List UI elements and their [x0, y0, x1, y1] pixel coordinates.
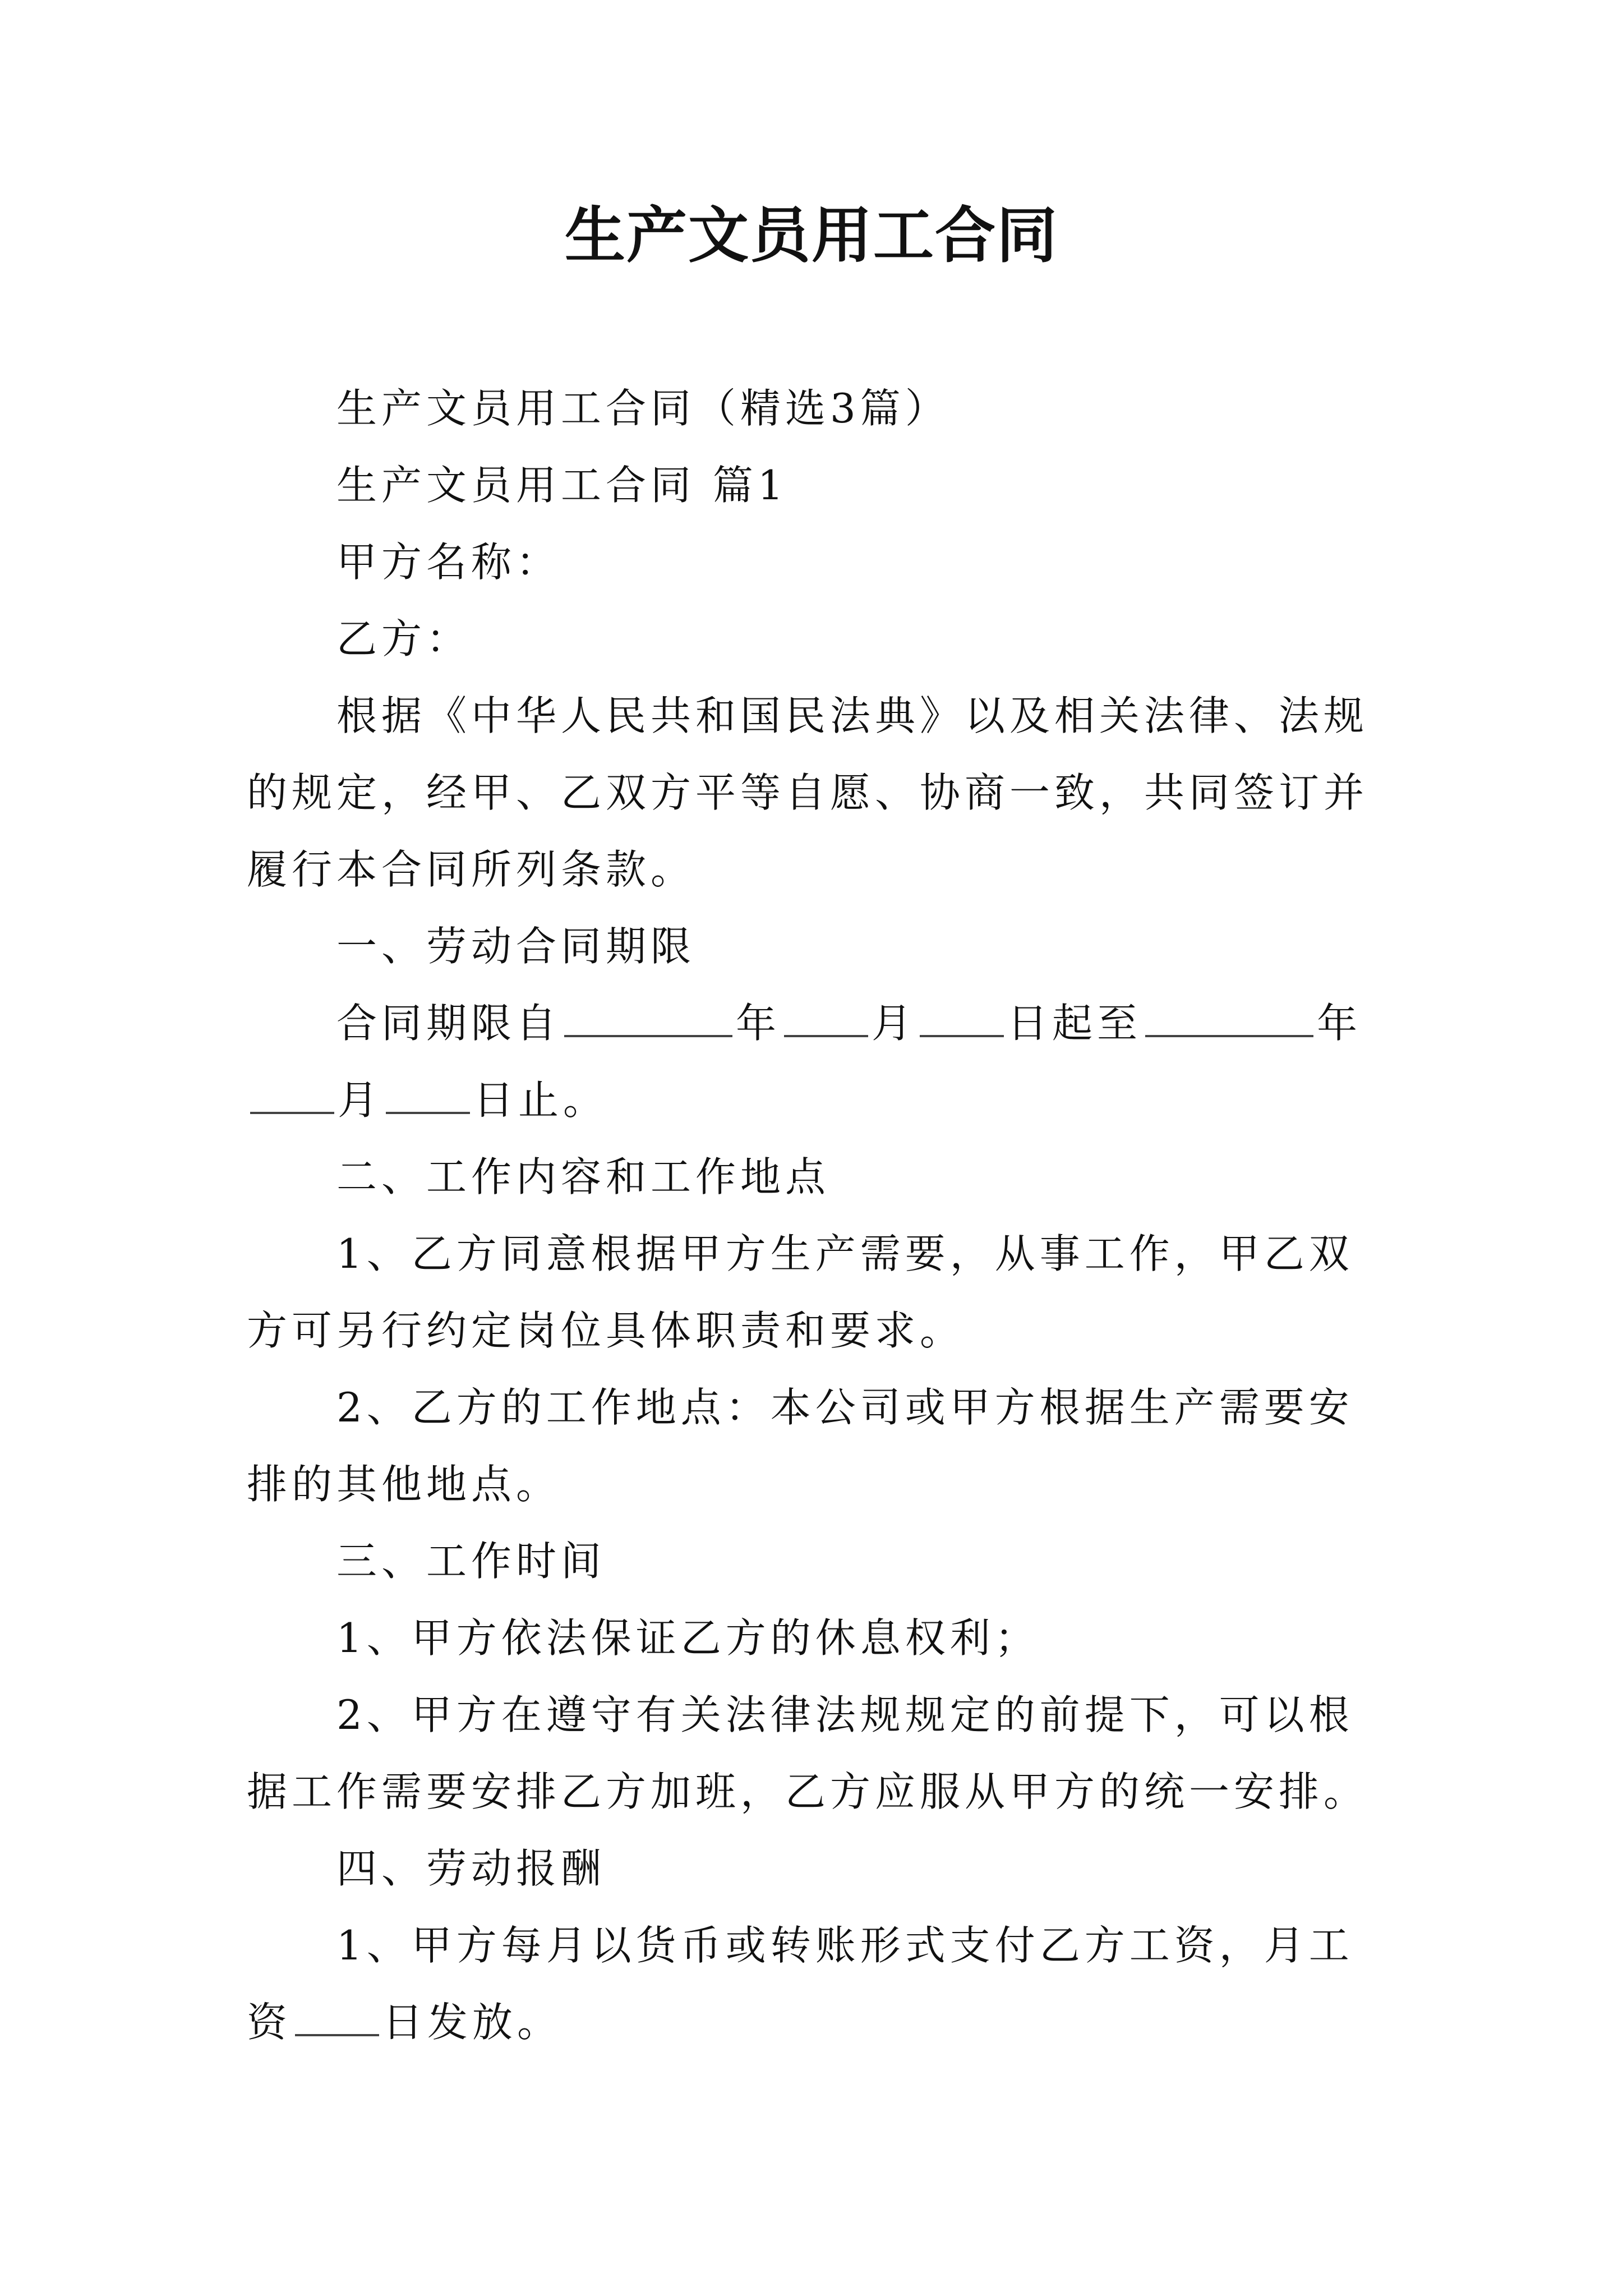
blank-start-day: [920, 992, 1004, 1037]
term-text-until: 日起至: [1007, 1000, 1142, 1047]
paragraph-remuneration-1: [247, 1907, 1391, 2061]
document-title: 生产文员用工合同: [564, 200, 1058, 271]
blank-end-year: [1145, 992, 1313, 1037]
term-text-start: 合同期限自: [336, 1000, 561, 1047]
blank-end-day: [386, 1069, 470, 1114]
paragraph-contract-term: [247, 985, 1391, 1139]
term-text-end: 日止。: [473, 1076, 608, 1124]
paragraph-work-content-1: 1、乙方同意根据甲方生产需要，从事工作，甲乙双方可另行约定岗位具体职责和要求。: [247, 1230, 1354, 1354]
remuneration-text-end: 日发放。: [382, 1999, 562, 2046]
paragraph-section-title: 生产文员用工合同 篇1: [336, 462, 788, 509]
remuneration-text: 1、甲方每月以货币或转账形式支付乙方工资，月工资: [247, 1922, 1354, 2046]
paragraph-preamble: 根据《中华人民共和国民法典》以及相关法律、法规的规定，经甲、乙双方平等自愿、协商一致，共同签订并履行本合同所列条款。: [247, 692, 1369, 893]
blank-end-month: [250, 1069, 334, 1114]
paragraph-subtitle: 生产文员用工合同（精选3篇）: [336, 385, 950, 432]
term-text-month: 月: [872, 1000, 917, 1047]
paragraph-party-a: 甲方名称：: [336, 539, 561, 586]
blank-start-year: [564, 992, 732, 1037]
blank-start-month: [784, 992, 868, 1037]
paragraph-work-content-2: 2、乙方的工作地点：本公司或甲方根据生产需要安排的其他地点。: [247, 1384, 1354, 1508]
term-text-end-month: 月: [338, 1076, 383, 1124]
heading-work-time: 三、工作时间: [336, 1538, 606, 1585]
term-text-year: 年: [736, 1000, 781, 1047]
term-text-end-year: 年: [1317, 1000, 1362, 1047]
document-body: [247, 370, 1391, 2061]
paragraph-party-b: 乙方：: [336, 615, 472, 662]
heading-remuneration: 四、劳动报酬: [336, 1845, 606, 1892]
paragraph-work-time-1: 1、甲方依法保证乙方的休息权利；: [336, 1614, 1040, 1662]
paragraph-work-time-2: 2、甲方在遵守有关法律法规规定的前提下，可以根据工作需要安排乙方加班，乙方应服从甲方的统一安排。: [247, 1691, 1369, 1815]
heading-contract-term: 一、劳动合同期限: [336, 923, 696, 970]
heading-work-content: 二、工作内容和工作地点: [336, 1153, 831, 1200]
blank-pay-day: [295, 1991, 379, 2036]
